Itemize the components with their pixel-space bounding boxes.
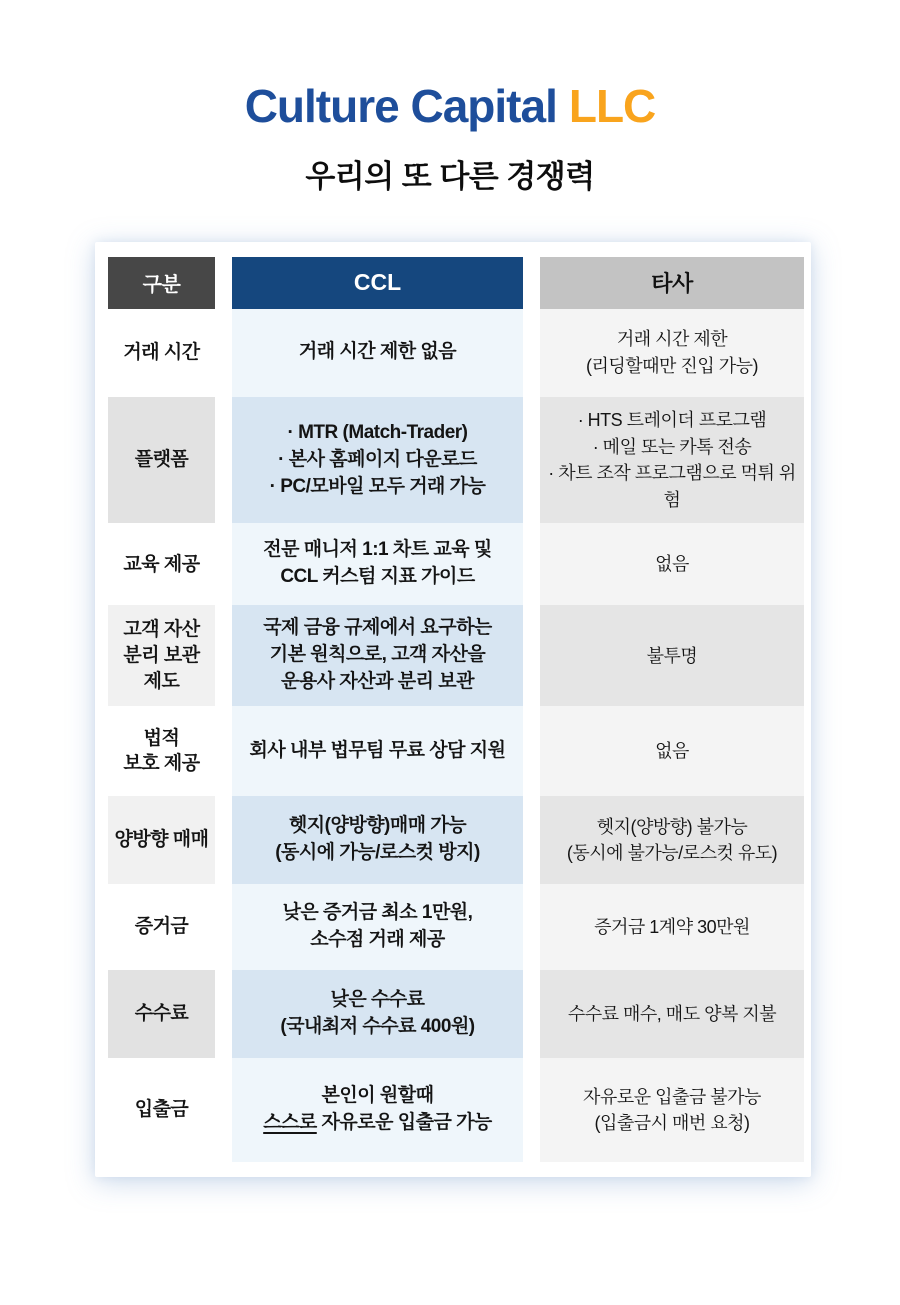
row-commission-label-line: 수수료 [134,1003,189,1025]
row-margin-other-cell [540,884,804,970]
row-education-ccl-line: 전문 매니저 1:1 차트 교육 및 [263,539,492,561]
title-brand: Culture Capital [244,80,557,132]
row-deposit-withdrawal-label-line: 입출금 [134,1099,189,1121]
row-margin-other-line: 증거금 1계약 30만원 [594,916,750,937]
row-margin-ccl-cell [232,884,523,970]
row-legal-protection-label-line: 법적 [143,727,180,749]
row-asset-segregation-label-line: 분리 보관 [123,645,200,667]
row-legal-protection-other-cell [540,706,804,796]
row-two-way-trading-other-line: 헷지(양방향) 불가능 [596,816,748,837]
row-trading-hours-other-line: 거래 시간 제한 [616,329,728,350]
row-commission-ccl-cell [232,970,523,1058]
row-deposit-withdrawal-ccl-line: 본인이 원할때 [321,1085,434,1107]
row-legal-protection-ccl-line: 회사 내부 법무팀 무료 상담 지원 [249,739,506,761]
row-education-ccl-cell [232,523,523,605]
row-education-other-line: 없음 [655,554,689,575]
row-platform-other-line: · 차트 조작 프로그램으로 먹튀 위험 [548,463,796,510]
row-platform-label-cell [108,397,215,524]
row-asset-segregation-label-cell [108,605,215,706]
row-two-way-trading-other-line: (동시에 불가능/로스컷 유도) [566,843,778,864]
row-platform-other-line: · 메일 또는 카톡 전송 [592,436,752,457]
page-subtitle: 우리의 또 다른 경쟁력 [305,158,595,194]
row-platform-ccl-cell [232,397,523,524]
row-trading-hours-label-line: 거래 시간 [123,342,200,364]
row-platform-label-line: 플랫폼 [134,449,189,471]
row-asset-segregation-other-line: 불투명 [646,645,698,666]
row-deposit-withdrawal-ccl-line: 스스로 자유로운 입출금 가능 [263,1112,492,1134]
row-deposit-withdrawal-other-cell [540,1058,804,1162]
row-education-other-cell [540,523,804,605]
row-commission-other-cell [540,970,804,1058]
row-commission-other-line: 수수료 매수, 매도 양복 지불 [567,1003,777,1024]
row-legal-protection-label-cell [108,706,215,796]
row-deposit-withdrawal-ccl-cell [232,1058,523,1162]
row-deposit-withdrawal-label-cell [108,1058,215,1162]
row-trading-hours-ccl-line: 거래 시간 제한 없음 [298,341,457,363]
row-platform-ccl-line: · 본사 홈페이지 다운로드 [278,448,477,470]
row-margin-ccl-line: 낮은 증거금 최소 1만원, [282,902,473,924]
page [0,80,900,1305]
row-platform-other-line: · HTS 트레이더 프로그램 [577,409,767,430]
row-two-way-trading-other-cell [540,796,804,884]
comparison-card [95,242,811,1177]
column-header-label: 구분 [108,257,215,309]
row-trading-hours-ccl-cell [232,309,523,397]
comparison-table [108,257,803,1162]
column-header-other: 타사 [540,257,804,309]
row-commission-ccl-line: (국내최저 수수료 400원) [280,1016,475,1038]
row-deposit-withdrawal-other-line: (입출금시 매번 요청) [594,1113,750,1134]
row-margin-label-cell [108,884,215,970]
row-platform-ccl-line: · PC/모바일 모두 거래 가능 [269,475,486,497]
row-education-label-cell [108,523,215,605]
row-asset-segregation-label-line: 고객 자산 [123,619,200,641]
row-deposit-withdrawal-ccl-underlined-text: 스스로 [263,1112,317,1134]
row-trading-hours-other-cell [540,309,804,397]
row-two-way-trading-ccl-line: (동시에 가능/로스컷 방지) [275,842,480,864]
row-commission-label-cell [108,970,215,1058]
row-platform-other-cell [540,397,804,524]
row-trading-hours-label-cell [108,309,215,397]
row-deposit-withdrawal-other-line: 자유로운 입출금 불가능 [583,1086,761,1107]
row-legal-protection-label-line: 보호 제공 [123,753,200,775]
row-two-way-trading-label-cell [108,796,215,884]
row-two-way-trading-ccl-cell [232,796,523,884]
row-legal-protection-ccl-cell [232,706,523,796]
column-header-ccl: CCL [232,257,523,309]
row-trading-hours-other-line: (리딩할때만 진입 가능) [586,355,758,376]
row-margin-label-line: 증거금 [134,916,189,938]
row-education-ccl-line: CCL 커스텀 지표 가이드 [280,566,475,588]
row-asset-segregation-ccl-line: 국제 금융 규제에서 요구하는 [263,617,492,639]
page-title [0,80,900,133]
row-asset-segregation-label-line: 제도 [143,670,180,692]
row-two-way-trading-label-line: 양방향 매매 [114,829,209,851]
row-two-way-trading-ccl-line: 헷지(양방향)매매 가능 [288,815,467,837]
row-asset-segregation-ccl-cell [232,605,523,706]
row-asset-segregation-ccl-line: 운용사 자산과 분리 보관 [281,671,474,693]
row-legal-protection-other-line: 없음 [655,740,689,761]
row-education-label-line: 교육 제공 [123,553,200,575]
row-platform-ccl-line: · MTR (Match-Trader) [287,421,468,443]
row-asset-segregation-other-cell [540,605,804,706]
row-asset-segregation-ccl-line: 기본 원칙으로, 고객 자산을 [269,644,486,666]
title-suffix: LLC [568,80,656,132]
row-commission-ccl-line: 낮은 수수료 [330,989,425,1011]
row-margin-ccl-line: 소수점 거래 제공 [310,929,445,951]
